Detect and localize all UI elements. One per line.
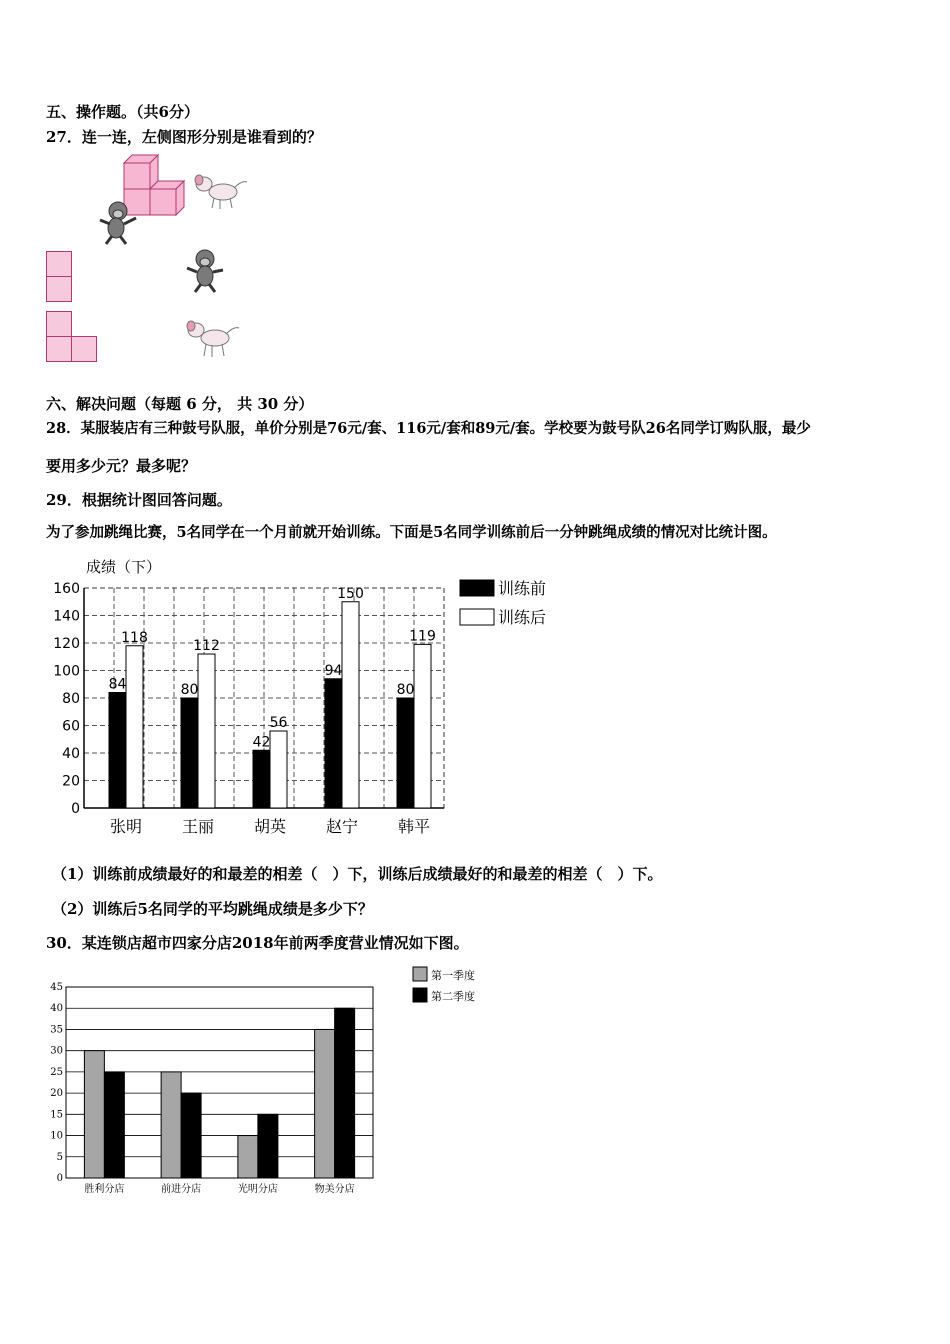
question-30: 30．某连锁店超市四家分店2018年前两季度营业情况如下图。 bbox=[46, 934, 469, 952]
y-tick-label: 20 bbox=[62, 773, 80, 790]
bar bbox=[342, 602, 359, 808]
y-tick-label: 35 bbox=[50, 1024, 63, 1036]
dog-icon bbox=[182, 318, 242, 360]
bar bbox=[181, 698, 198, 808]
bar bbox=[181, 1093, 201, 1178]
legend bbox=[460, 579, 546, 627]
y-tick-label: 0 bbox=[56, 1173, 63, 1184]
legend-swatch bbox=[460, 609, 494, 625]
y-tick-label: 25 bbox=[50, 1066, 63, 1078]
x-tick-label: 张明 bbox=[109, 817, 143, 836]
x-labels bbox=[84, 1182, 354, 1195]
question-28-line2: 要用多少元？最多呢？ bbox=[46, 457, 197, 475]
legend-swatch bbox=[413, 967, 427, 981]
bar bbox=[198, 654, 215, 808]
y-axis-label: 成绩（下） bbox=[86, 558, 162, 576]
y-tick-label: 100 bbox=[53, 663, 80, 680]
y-tick-label: 160 bbox=[53, 581, 80, 597]
legend-swatch bbox=[413, 988, 427, 1002]
legend bbox=[413, 967, 475, 1003]
x-tick-label: 光明分店 bbox=[237, 1184, 278, 1195]
bar bbox=[161, 1072, 181, 1178]
bar bbox=[325, 679, 342, 808]
y-ticks bbox=[53, 581, 80, 817]
x-tick-label: 胜利分店 bbox=[84, 1184, 125, 1195]
question-29: 29．根据统计图回答问题。 bbox=[46, 491, 232, 509]
bar bbox=[109, 693, 126, 809]
y-tick-label: 15 bbox=[50, 1109, 63, 1121]
section5-heading: 五、操作题。（共6分） bbox=[46, 103, 199, 121]
bar bbox=[104, 1072, 124, 1178]
y-tick-label: 20 bbox=[50, 1088, 63, 1100]
view-figure-b bbox=[46, 311, 100, 363]
dog-icon bbox=[190, 172, 250, 212]
data-label: 119 bbox=[409, 628, 436, 645]
question-29-description: 为了参加跳绳比赛，5名同学在一个月前就开始训练。下面是5名同学训练前后一分钟跳绳成绩的情况对比统计图。 bbox=[46, 524, 777, 541]
legend-label: 第二季度 bbox=[431, 990, 475, 1003]
data-label: 112 bbox=[193, 638, 220, 654]
y-tick-label: 140 bbox=[53, 608, 80, 625]
bar bbox=[238, 1136, 258, 1178]
x-tick-label: 胡英 bbox=[253, 817, 287, 836]
legend-label: 训练后 bbox=[498, 608, 547, 627]
bars bbox=[109, 586, 436, 808]
jump-rope-chart bbox=[46, 552, 566, 847]
data-label: 42 bbox=[252, 734, 271, 751]
store-revenue-chart bbox=[46, 965, 496, 1200]
bar bbox=[84, 1051, 104, 1178]
bar bbox=[315, 1029, 335, 1178]
y-tick-label: 120 bbox=[53, 636, 80, 652]
x-tick-label: 韩平 bbox=[397, 817, 431, 836]
data-label: 150 bbox=[337, 585, 364, 602]
bar bbox=[253, 750, 270, 808]
x-tick-label: 物美分店 bbox=[314, 1184, 355, 1195]
bar bbox=[126, 646, 143, 808]
y-tick-label: 40 bbox=[62, 746, 80, 762]
y-tick-label: 80 bbox=[62, 691, 80, 707]
x-tick-label: 前进分店 bbox=[161, 1184, 202, 1195]
y-ticks bbox=[50, 982, 63, 1184]
bar bbox=[335, 1008, 355, 1178]
data-label: 118 bbox=[121, 629, 148, 646]
view-figure-a bbox=[46, 251, 74, 303]
legend-label: 训练前 bbox=[498, 579, 547, 598]
monkey-icon bbox=[183, 248, 227, 294]
data-label: 80 bbox=[396, 682, 415, 698]
bar bbox=[414, 644, 431, 808]
bar bbox=[270, 731, 287, 808]
y-tick-label: 10 bbox=[50, 1130, 63, 1142]
legend-label: 第一季度 bbox=[431, 969, 475, 982]
x-tick-label: 赵宁 bbox=[325, 817, 359, 836]
data-label: 56 bbox=[269, 715, 288, 731]
data-label: 84 bbox=[108, 676, 127, 693]
monkey-icon bbox=[94, 200, 138, 246]
data-label: 94 bbox=[324, 662, 343, 679]
question-27: 27．连一连，左侧图形分别是谁看到的？ bbox=[46, 128, 322, 146]
y-tick-label: 45 bbox=[50, 982, 63, 993]
section6-heading: 六、解决问题（每题 6 分， 共 30 分） bbox=[46, 395, 314, 413]
bar bbox=[258, 1114, 278, 1178]
question-29-sub1: （1）训练前成绩最好的和最差的相差（ ）下，训练后成绩最好的和最差的相差（ ）下。 bbox=[52, 865, 663, 883]
y-tick-label: 0 bbox=[71, 801, 80, 817]
legend-swatch bbox=[460, 580, 494, 596]
bar bbox=[397, 698, 414, 808]
question-28-line1: 28．某服装店有三种鼓号队服，单价分别是76元/套、116元/套和89元/套。学校要为鼓号队26名同学订购队服，最少 bbox=[46, 420, 811, 437]
x-tick-label: 王丽 bbox=[181, 817, 215, 836]
y-tick-label: 5 bbox=[56, 1151, 63, 1163]
y-tick-label: 40 bbox=[50, 1003, 63, 1015]
data-label: 80 bbox=[180, 682, 199, 698]
question-29-sub2: （2）训练后5名同学的平均跳绳成绩是多少下？ bbox=[52, 900, 373, 918]
y-tick-label: 30 bbox=[50, 1045, 63, 1057]
x-labels bbox=[110, 817, 430, 836]
y-tick-label: 60 bbox=[62, 718, 80, 735]
